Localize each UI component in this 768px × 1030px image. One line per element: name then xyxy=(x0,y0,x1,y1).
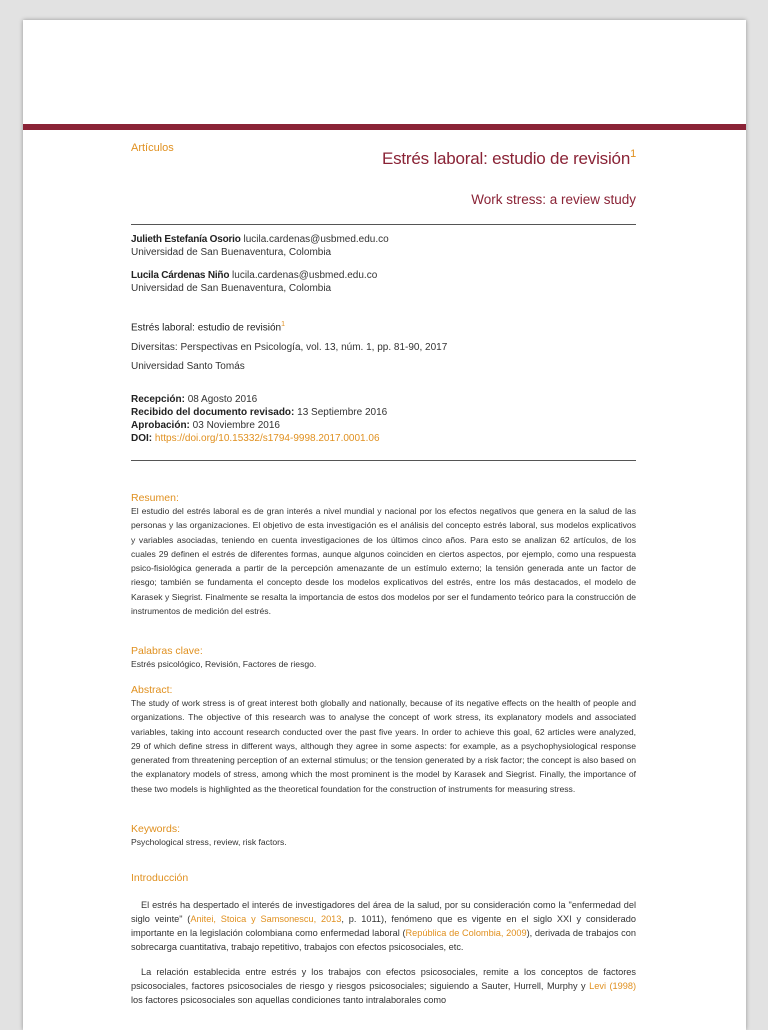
author-block-2 xyxy=(131,269,636,295)
intro-paragraph-2: La relación establecida entre estrés y los trabajos con efectos psicosociales, remite a los conceptos de factores psicosociales, factores psicosociales de riesgo y riesgos psicosociales; siguiendo a Sauter, Hurrell, Murphy y Levi (1998) los factores psicosociales son aquellas condiciones tanto intralaborales como xyxy=(131,967,637,1005)
citation-block xyxy=(131,318,636,373)
abstract-text: The study of work stress is of great interest both globally and nationally, because of its negative effects on the health of people and organizations. The objective of this research was to analyse the concept of work stress, its explanatory models and associated variables, taking into account research conducted over the past five years. In order to achieve this goal, 62 articles were analyzed, 29 of which define stress in different ways, although they agree in some aspects: for example, as a psychophysiological response generated from threatening perception of an external stimulus; or the tension generated by a risk factor; the concept is also based on the explanatory models of stress, among which the most prominent is the model by Karasek and Siegrist. Finally, the importance of these two models is highlighted as the theoretical foundation for the construction of instruments for measuring stress. xyxy=(131,698,636,794)
abstract-section xyxy=(131,684,636,796)
approval-date: 03 Noviembre 2016 xyxy=(192,420,280,431)
citation-link[interactable]: República de Colombia, 2009 xyxy=(405,928,527,938)
author-name: Julieth Estefanía Osorio xyxy=(131,234,241,245)
section-label: Artículos xyxy=(131,142,174,154)
author-block-1 xyxy=(131,233,636,259)
intro-paragraph-1: El estrés ha despertado el interés de investigadores del área de la salud, por su consideración como la "enfermedad del siglo veinte" (Anitei, Stoica y Samsonescu, 2013, p. 1011), fenómeno que es vigente en el siglo XXI y considerado importante en la legislación colombiana como enfermedad laboral (República de Colombia, 2009), derivada de trabajos con sobrecarga cuantitativa, trabajo repetitivo, trabajos con efectos psicosociales, etc. xyxy=(131,900,637,952)
citation-publisher: Universidad Santo Tomás xyxy=(131,361,245,373)
citation-link[interactable]: Levi (1998) xyxy=(589,981,637,991)
citation-link[interactable]: Anitei, Stoica y Samsonescu, 2013 xyxy=(190,914,342,924)
author-email: lucila.cardenas@usbmed.edu.co xyxy=(232,270,378,281)
revised-date: 13 Septiembre 2016 xyxy=(297,407,388,418)
reception-date: 08 Agosto 2016 xyxy=(187,394,258,405)
title-footnote-ref[interactable]: 1 xyxy=(630,148,636,160)
intro-heading: Introducción xyxy=(131,872,189,884)
palabras-label: Palabras clave: xyxy=(131,645,203,657)
header-rule xyxy=(23,124,746,130)
keywords-label: Keywords: xyxy=(131,823,181,835)
divider xyxy=(131,224,636,225)
introduction-section xyxy=(131,872,636,1007)
citation-title: Estrés laboral: estudio de revisión xyxy=(131,322,282,334)
author-affiliation: Universidad de San Buenaventura, Colombia xyxy=(131,247,332,258)
keywords-section xyxy=(131,823,636,849)
document-page xyxy=(23,20,746,1030)
resumen-text: El estudio del estrés laboral es de gran interés a nivel mundial y nacional por los efectos negativos que genera en la salud de las personas y las organizaciones. El objetivo de esta investigación es el análisis del concepto estrés laboral, sus modelos explicativos y variables asociadas, teniendo en cuenta investigaciones de los últimos cinco años. Para esto se analizan 62 artículos, de los cuales 29 definen el estrés de diferentes formas, aunque algunos coinciden en ciertos aspectos, por ejemplo, como una respuesta psico-fisiológica generada a partir de la percepción amenazante de un estímulo externo; la tensión generada ante un factor de riesgo; también se fundamenta el concepto desde los modelos explicativos del estrés, entre los más destacados, el modelo de Karasek y Siegrist. Finalmente se resalta la importancia de estos dos modelos por ser el fundamento teórico para la construcción de instrumentos de medición del estrés. xyxy=(131,506,636,617)
article-title-es: Estrés laboral: estudio de revisión$^1$ xyxy=(381,148,636,168)
citation-footnote-ref[interactable]: 1 xyxy=(281,321,285,328)
author-affiliation: Universidad de San Buenaventura, Colombia xyxy=(131,283,332,294)
palabras-text: Estrés psicológico, Revisión, Factores de riesgo. xyxy=(131,659,317,669)
author-email: lucila.cardenas@usbmed.edu.co xyxy=(243,234,389,245)
divider xyxy=(131,460,636,461)
resumen-section xyxy=(131,492,636,618)
article-title-en: Work stress: a review study xyxy=(471,192,636,207)
resumen-label: Resumen: xyxy=(131,492,179,504)
dates-block: Recepción: 08 Agosto 2016 Recibido del documento revisado: 13 Septiembre 2016 Aprobación: 03 Noviembre 2016 DOI: https://doi.org/10.15332/s1794-9998.2017.0001.06 xyxy=(131,394,388,444)
palabras-section xyxy=(131,645,636,671)
keywords-text: Psychological stress, review, risk factors. xyxy=(131,837,287,847)
abstract-label: Abstract: xyxy=(131,684,173,696)
doi-link[interactable]: https://doi.org/10.15332/s1794-9998.2017.0001.06 xyxy=(154,433,380,444)
author-name: Lucila Cárdenas Niño xyxy=(131,270,230,281)
citation-journal: Diversitas: Perspectivas en Psicología, vol. 13, núm. 1, pp. 81-90, 2017 xyxy=(131,342,448,354)
